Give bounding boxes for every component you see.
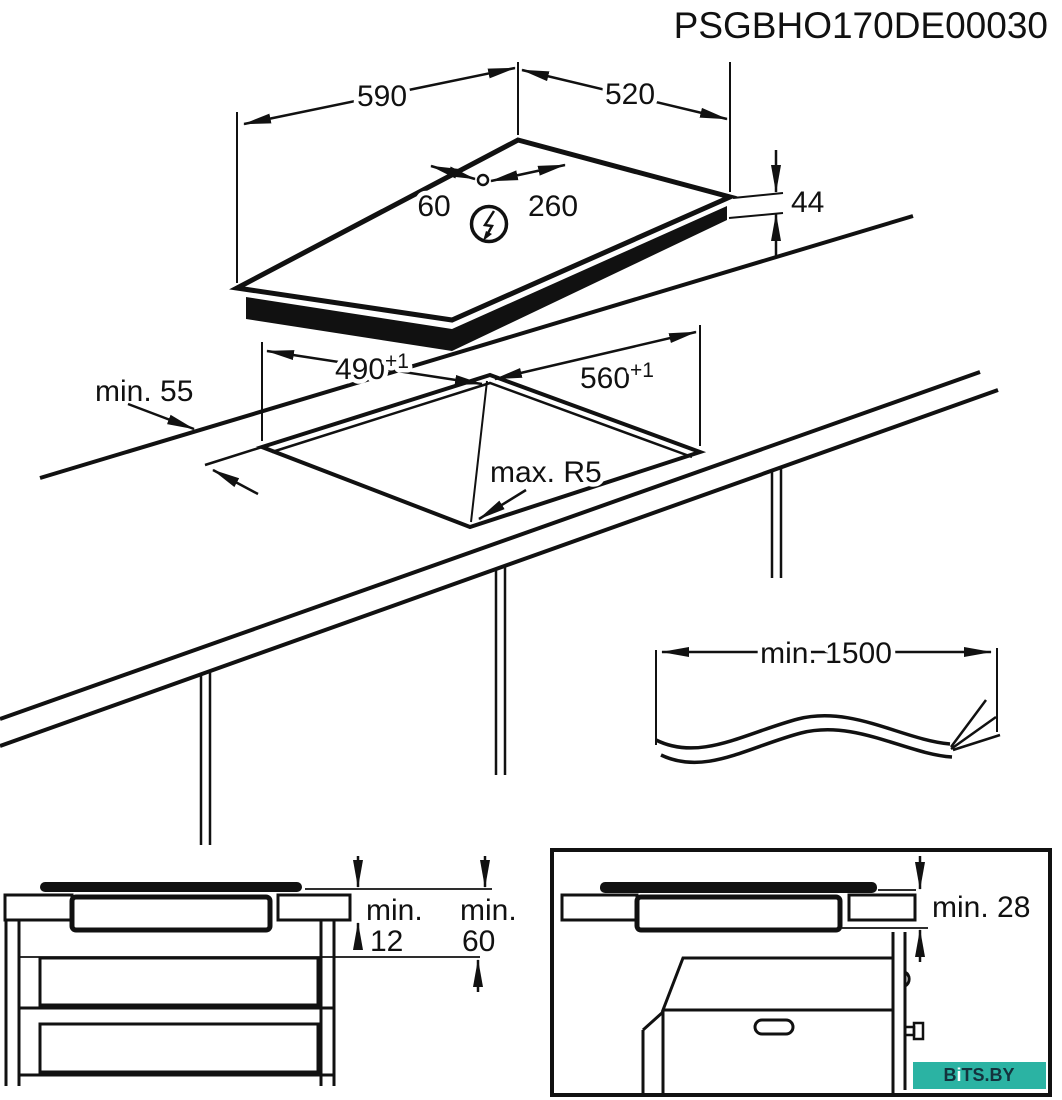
mains-cable-view — [656, 637, 1000, 762]
oven-clearance-label: min. 28 — [932, 891, 1031, 924]
hob-glass-profile — [40, 882, 302, 892]
worktop-min-value: 12 — [370, 925, 404, 958]
oven-top — [663, 958, 893, 1010]
oven-front-edges — [643, 1010, 893, 1093]
clearance-min-value: 60 — [462, 925, 496, 958]
cutout-hole — [262, 375, 700, 527]
gland-left-label: 60 — [417, 190, 451, 223]
cabinet-side-panels — [6, 920, 334, 1086]
watermark-badge — [913, 1062, 1046, 1089]
cable-gland-icon — [478, 175, 488, 185]
worktop-left — [562, 895, 637, 920]
cabinet-legs — [201, 469, 781, 845]
hob-glass-profile — [600, 882, 877, 893]
cable-wire-ends — [951, 700, 1000, 750]
worktop-right — [849, 895, 915, 920]
screw-head — [914, 1023, 923, 1039]
oven-handle — [755, 1020, 793, 1034]
cutout-width-label: $560^{+1}$ — [579, 359, 655, 395]
oven-installation-view — [552, 850, 1050, 1095]
hob-width-label: 590 — [356, 80, 408, 113]
drawer-lower — [40, 1024, 318, 1072]
drawer-upper — [40, 958, 318, 1005]
worktop-min-label: min. — [366, 894, 423, 927]
clearance-min-label: min. — [460, 894, 517, 927]
hob-height-label: 44 — [791, 186, 825, 219]
hob-depth-label: 520 — [604, 78, 656, 111]
gland-right-arrow — [491, 165, 565, 181]
cable-length-label: min. 1500 — [760, 637, 892, 670]
cutout-depth-label: $490^{+1}$ — [334, 350, 410, 386]
hob-isometric-view — [237, 62, 824, 351]
edge-margin-label: min. 55 — [95, 375, 194, 408]
worktop-right — [278, 895, 350, 920]
drawer-installation-view — [5, 856, 517, 1086]
worktop-edge-line — [40, 216, 913, 478]
edge-margin-arrow-inner — [213, 470, 258, 494]
worktop-front-thickness-lines — [0, 372, 998, 746]
lightning-icon — [472, 207, 507, 242]
gland-right-label: 260 — [527, 190, 579, 223]
hob-body-profile — [72, 897, 270, 930]
hob-body-profile — [637, 897, 840, 930]
model-code: PSGBHO170DE00030 — [673, 5, 1048, 46]
watermark-text: BiTS.BY — [943, 1065, 1015, 1085]
corner-radius-label: max. R5 — [490, 456, 602, 489]
worktop-left — [5, 895, 72, 920]
side-panel-lines — [893, 932, 905, 1090]
